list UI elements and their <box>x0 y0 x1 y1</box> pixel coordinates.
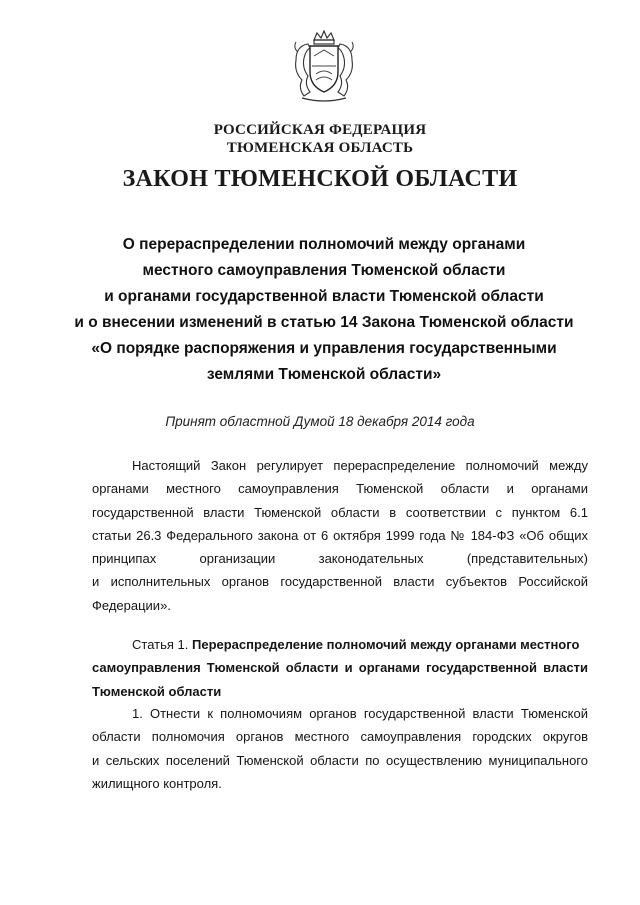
subject-line: землями Тюменской области» <box>206 366 442 383</box>
header-region: ТЮМЕНСКАЯ ОБЛАСТЬ <box>226 140 414 156</box>
item-line: жилищного контроля. <box>92 775 222 791</box>
item-line: области полномочия органов местного самоуправления городских округов <box>92 729 588 745</box>
intro-line: принципах организации законодательных (представительных) <box>92 551 588 567</box>
intro-line: органами местного самоуправления Тюменской области и органами <box>92 481 588 497</box>
header-country: РОССИЙСКАЯ ФЕДЕРАЦИЯ <box>213 122 427 138</box>
intro-line: и исполнительных органов государственной власти субъектов Российской <box>92 574 588 590</box>
item-line: и сельских поселений Тюменской области по осуществлению муниципального <box>92 752 588 768</box>
article-title: Перераспределение полномочий между органами местного <box>192 637 580 652</box>
article-title: самоуправления Тюменской области и органами государственной власти <box>92 660 588 676</box>
subject-line: и органами государственной власти Тюменской области <box>104 288 544 305</box>
adoption-date: Принят областной Думой 18 декабря 2014 года <box>165 414 475 429</box>
intro-line: статьи 26.3 Федерального закона от 6 октября 1999 года № 184-ФЗ «Об общих <box>92 527 588 543</box>
article-title: Тюменской области <box>92 683 222 699</box>
subject-line: и о внесении изменений в статью 14 Закона Тюменской области <box>74 314 574 331</box>
tyumen-coat-of-arms-icon <box>290 30 358 104</box>
subject-line: О перераспределении полномочий между органами <box>122 236 526 253</box>
subject-line: местного самоуправления Тюменской области <box>142 262 506 279</box>
intro-line: Федерации». <box>92 597 171 613</box>
law-subject <box>60 232 588 388</box>
intro-paragraph <box>92 454 588 617</box>
article-heading-line <box>92 633 588 656</box>
article-1-heading <box>92 633 588 703</box>
subject-line: «О порядке распоряжения и управления государственными <box>91 340 557 357</box>
item-line: 1. Отнести к полномочиям органов государственной власти Тюменской <box>132 706 588 721</box>
article-label: Статья 1. <box>132 637 189 652</box>
intro-line: Настоящий Закон регулирует перераспределение полномочий между <box>132 458 588 473</box>
article-1-item-1 <box>92 702 588 795</box>
intro-line: государственной власти Тюменской области в соответствии с пунктом 6.1 <box>92 504 588 520</box>
law-title: ЗАКОН ТЮМЕНСКОЙ ОБЛАСТИ <box>122 166 518 192</box>
